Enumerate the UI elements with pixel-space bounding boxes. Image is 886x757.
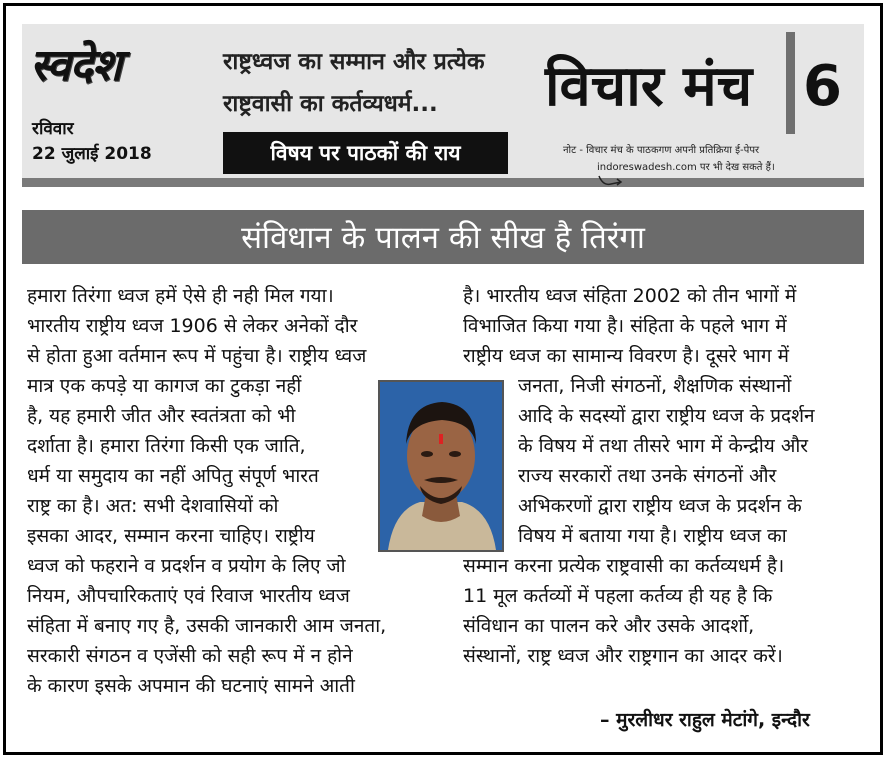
article-line: विभाजित किया गया है। संहिता के पहले भाग में [463,315,787,337]
issue-date: 22 जुलाई 2018 [32,144,152,164]
article-line: संविधान का पालन करे और उसके आदर्शो, [463,615,755,637]
note-line-1: नोट - विचार मंच के पाठकगण अपनी प्रतिक्रिया ई-पेपर [563,145,760,156]
article-line: संस्थानों, राष्ट्र ध्वज और राष्ट्रगान का आदर करें। [463,645,783,667]
issue-day: रविवार [32,119,74,139]
article-line: अभिकरणों द्वारा राष्ट्रीय ध्वज के प्रदर्शन के [518,495,802,517]
note-line-2: indoreswadesh.com पर भी देख सकते हैं। [597,162,775,173]
article-line: ध्वज को फहराने व प्रदर्शन व प्रयोग के लिए जो [27,555,346,577]
author-byline: – मुरलीधर राहुल मेटांगे, इन्दौर [600,709,810,731]
article-line: है, यह हमारी जीत और स्वतंत्रता को भी [27,405,296,427]
article-line: मात्र एक कपड़े या कागज का टुकड़ा नहीं [27,375,302,397]
readers-opinion-box: विषय पर पाठकों की राय [223,132,508,174]
article-line: राज्य सरकारों तथा उनके संगठनों और [518,465,777,487]
section-title: विचार मंच [545,54,753,119]
article-line: नियम, औपचारिकताएं एवं रिवाज भारतीय ध्वज [27,585,350,607]
section-divider [786,32,795,134]
article-line: 11 मूल कर्तव्यों में पहला कर्तव्य ही यह है कि [463,585,773,607]
page-number: 6 [803,54,842,119]
newspaper-logo: स्वदेश [30,40,121,91]
article-title: संविधान के पालन की सीख है तिरंगा [22,210,864,264]
article-line: राष्ट्रीय ध्वज का सामान्य विवरण है। दूसरे भाग में [463,345,789,367]
article-line: इसका आदर, सम्मान करना चाहिए। राष्ट्रीय [27,525,315,547]
article-line: आदि के सदस्यों द्वारा राष्ट्रीय ध्वज के प्रदर्शन [518,405,815,427]
article-line: धर्म या समुदाय का नहीं अपितु संपूर्ण भारत [27,465,319,487]
article-line: विषय में बताया गया है। राष्ट्रीय ध्वज का [518,525,787,547]
article-line: के विषय में तथा तीसरे भाग में केन्द्रीय और [518,435,809,457]
article-line: भारतीय राष्ट्रीय ध्वज 1906 से लेकर अनेकों दौर [27,315,358,337]
topic-headline-line-1: राष्ट्रध्वज का सम्मान और प्रत्येक [223,49,485,75]
curved-arrow-icon [597,174,623,188]
article-line: सम्मान करना प्रत्येक राष्ट्रवासी का कर्तव्यधर्म है। [463,555,785,577]
topic-headline-line-2: राष्ट्रवासी का कर्तव्यधर्म... [223,91,438,117]
article-line: जनता, निजी संगठनों, शैक्षणिक संस्थानों [518,375,792,397]
article-line: सरकारी संगठन व एजेंसी को सही रूप में न होने [27,645,353,667]
article-line: राष्ट्र का है। अत: सभी देशवासियों को [27,495,279,517]
masthead-rule [22,178,864,187]
article-line: से होता हुआ वर्तमान रूप में पहुंचा है। राष्ट्रीय ध्वज [27,345,367,367]
article-line: हमारा तिरंगा ध्वज हमें ऐसे ही नही मिल गया। [27,285,334,307]
article-line: दर्शाता है। हमारा तिरंगा किसी एक जाति, [27,435,306,457]
article-line: संहिता में बनाए गए है, उसकी जानकारी आम जनता, [27,615,387,637]
article-line: के कारण इसके अपमान की घटनाएं सामने आती [27,675,355,697]
article-line: है। भारतीय ध्वज संहिता 2002 को तीन भागों में [463,285,797,307]
author-photo [378,380,504,552]
